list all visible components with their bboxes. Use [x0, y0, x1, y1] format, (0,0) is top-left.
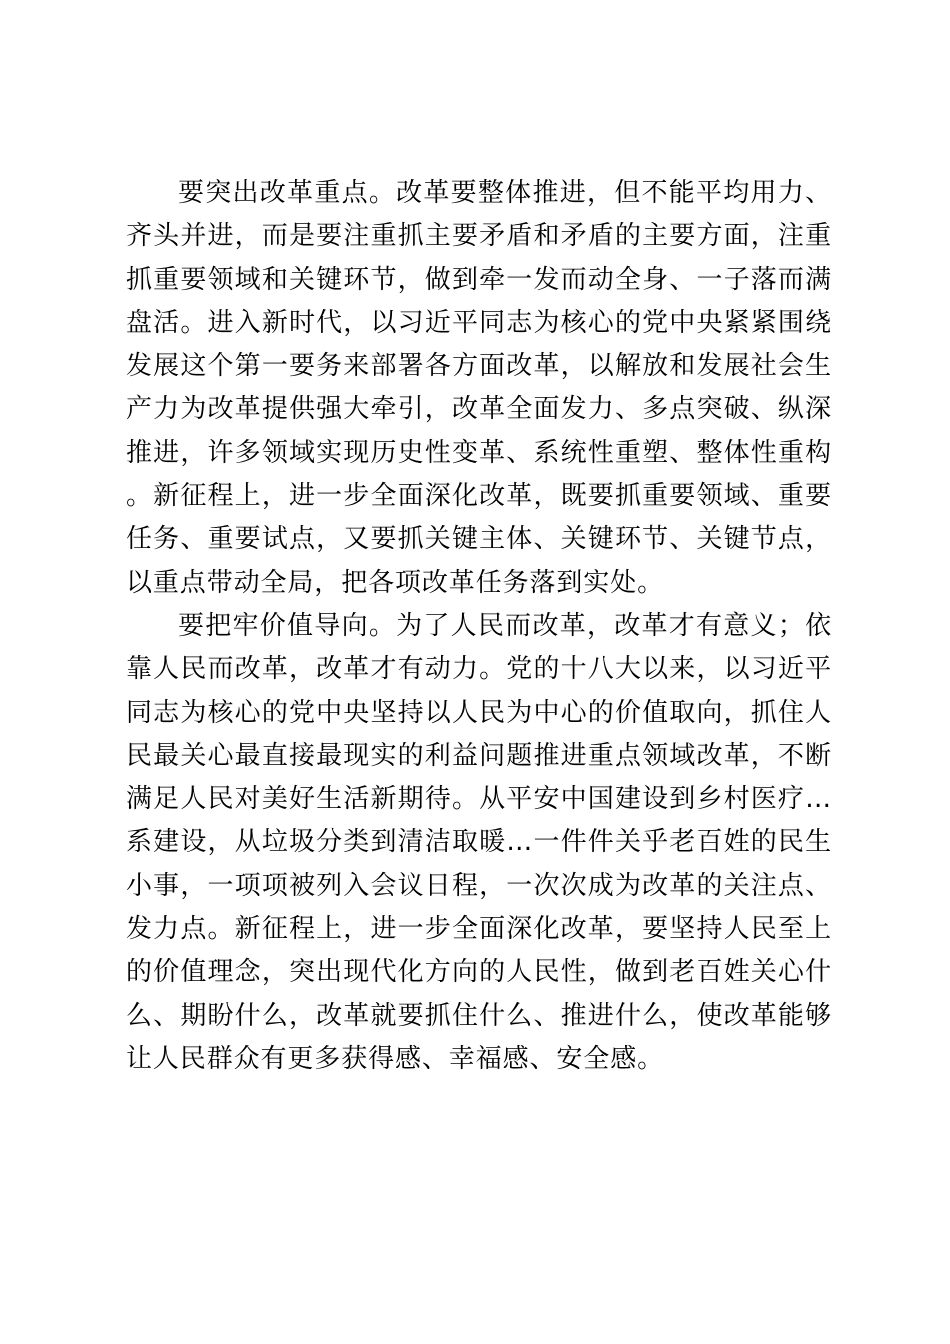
paragraph-reform-focus: 要突出改革重点。改革要整体推进，但不能平均用力、齐头并进，而是要注重抓主要矛盾和矛盾的主要方面，注重抓重要领域和关键环节，做到牵一发而动全身、一子落而满盘活。进入新时代，以习近平同志为核心的党中央紧紧围绕发展这个第一要务来部署各方面改革，以解放和发展社会生产力为改革提供强大牵引，改革全面发力、多点突破、纵深推进，许多领域实现历史性变革、系统性重塑、整体性重构。新征程上，进一步全面深化改革，既要抓重要领域、重要任务、重要试点，又要抓关键主体、关键环节、关键节点，以重点带动全局，把各项改革任务落到实处。 — [126, 178, 832, 598]
paragraph-value-orientation: 要把牢价值导向。为了人民而改革，改革才有意义；依靠人民而改革，改革才有动力。党的十八大以来，以习近平同志为核心的党中央坚持以人民为中心的价值取向，抓住人民最关心最直接最现实的利益问题推进重点领域改革，不断满足人民对美好生活新期待。从平安中国建设到乡村医疗…系建设，从垃圾分类到清洁取暖…一件件关乎老百姓的民生小事，一项项被列入会议日程，一次次成为改革的关注点、发力点。新征程上，进一步全面深化改革，要坚持人民至上的价值理念，突出现代化方向的人民性，做到老百姓关心什么、期盼什么，改革就要抓住什么、推进什么，使改革能够让人民群众有更多获得感、幸福感、安全感。 — [126, 610, 832, 1074]
document-body — [126, 172, 832, 1081]
